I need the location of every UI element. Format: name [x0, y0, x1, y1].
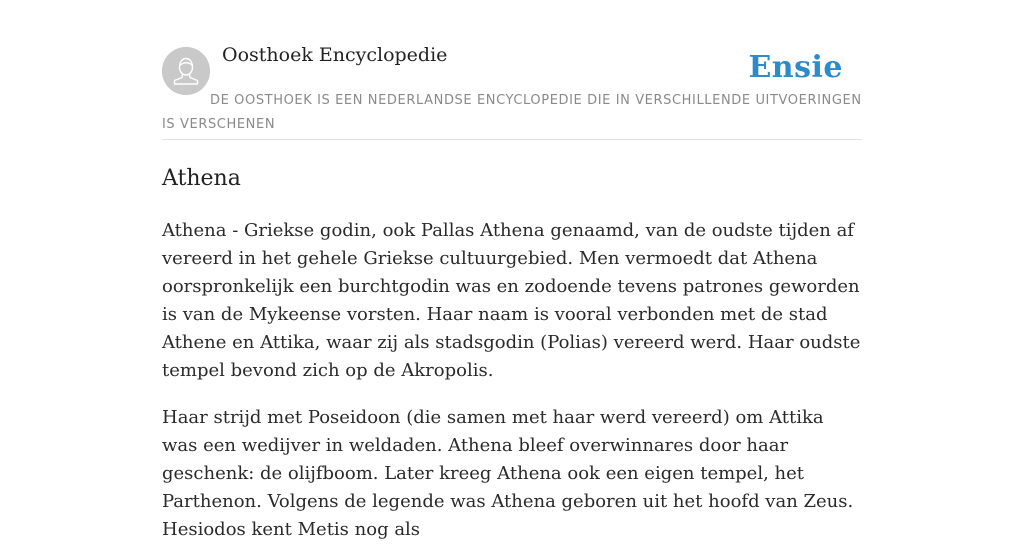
user-avatar-icon [162, 47, 210, 95]
article [162, 160, 862, 544]
article-paragraph: Athena - Griekse godin, ook Pallas Athena genaamd, van de oudste tijden af vereerd in het gehele Griekse cultuurgebied. Men vermoedt dat Athena oorspronkelijk een burchtgodin was en zodoende tevens patrones geworden is van de Mykeense vorsten. Haar naam is vooral verbonden met de stad Athene en Attika, waar zij als stadsgodin (Polias) vereerd werd. Haar oudste tempel bevond zich op de Akropolis. [162, 220, 861, 381]
site-tagline: DE OOSTHOEK IS EEN NEDERLANDSE ENCYCLOPEDIE DIE IN VERSCHILLENDE UITVOERINGEN IS VERSCHENEN [162, 93, 862, 132]
ensie-logo[interactable]: Ensie [748, 50, 843, 85]
site-header [162, 0, 862, 140]
avatar[interactable] [162, 47, 210, 95]
site-name[interactable]: Oosthoek Encyclopedie [222, 44, 448, 66]
article-title: Athena [162, 166, 241, 191]
article-paragraph: Haar strijd met Poseidoon (die samen met haar werd vereerd) om Attika was een wedijver in weldaden. Athena bleef overwinnares door haar geschenk: de olijfboom. Later kreeg Athena ook een eigen tempel, het Parthenon. Volgens de legende was Athena geboren uit het hoofd van Zeus. Hesiodos kent Metis nog als [162, 407, 854, 540]
